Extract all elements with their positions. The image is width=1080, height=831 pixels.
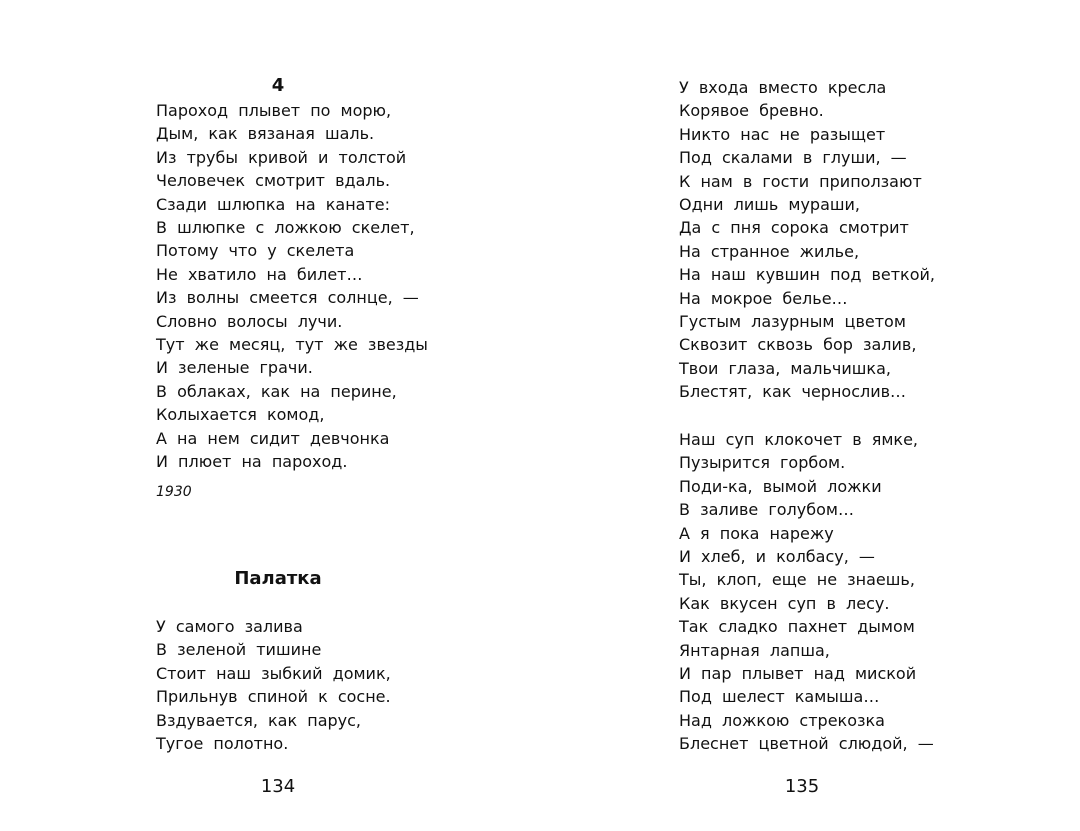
poem-line: К нам в гости приползают xyxy=(679,171,922,191)
poem-year: 1930 xyxy=(156,484,192,500)
poem-line: На мокрое белье… xyxy=(679,288,848,308)
poem-line: У входа вместо кресла xyxy=(679,78,887,97)
poem-line: Стоит наш зыбкий домик, xyxy=(156,663,391,683)
poem-line: В заливе голубом… xyxy=(679,500,854,520)
poem-line: Сквозит сквозь бор залив, xyxy=(679,335,917,355)
page-number-right: 135 xyxy=(784,776,820,797)
poem-line: И зеленые грачи. xyxy=(156,358,313,378)
poem-line: Тугое полотно. xyxy=(156,734,289,753)
poem-line: Да с пня сорока смотрит xyxy=(679,218,909,238)
poem-line: А на нем сидит девчонка xyxy=(156,428,390,448)
poem-line: У самого залива xyxy=(156,617,303,636)
poem-line: Одни лишь мураши, xyxy=(679,195,861,214)
poem-line: Поди-ка, вымой ложки xyxy=(679,476,882,496)
page-number-left: 134 xyxy=(260,776,296,797)
poem-line: Из трубы кривой и толстой xyxy=(156,147,407,167)
poem-line: Из волны смеется солнце, — xyxy=(156,288,419,308)
poem-line: И пар плывет над миской xyxy=(679,664,917,683)
poem-line: Ты, клоп, еще не знаешь, xyxy=(679,570,915,590)
poem-line: В облаках, как на перине, xyxy=(156,381,397,401)
poem-line: Корявое бревно. xyxy=(679,101,824,121)
poem-title: Палатка xyxy=(234,568,322,589)
poem-line: На странное жилье, xyxy=(679,241,860,261)
poem-line: Так сладко пахнет дымом xyxy=(679,617,915,637)
poem-line: Потому что у скелета xyxy=(156,241,355,261)
poem-line: Густым лазурным цветом xyxy=(679,312,906,331)
poem-line: И хлеб, и колбасу, — xyxy=(679,547,875,566)
section-number: 4 xyxy=(271,75,285,96)
poem-line: Пузырится горбом. xyxy=(679,453,846,473)
poem-line: Дым, как вязаная шаль. xyxy=(156,124,375,144)
poem-line: Твои глаза, мальчишка, xyxy=(679,358,891,378)
poem-line: Вздувается, как парус, xyxy=(156,710,361,730)
poem-line: Янтарная лапша, xyxy=(679,640,830,660)
poem-line: Словно волосы лучи. xyxy=(156,311,343,331)
poem-line: Колыхается комод, xyxy=(156,405,325,425)
poem-line: Блеснет цветной слюдой, — xyxy=(679,734,934,754)
poem-line: Под скалами в глуши, — xyxy=(679,148,907,168)
poem-line: Наш суп клокочет в ямке, xyxy=(679,430,919,449)
poem-line: В шлюпке с ложкою скелет, xyxy=(156,218,415,237)
poem-line: Блестят, как чернослив… xyxy=(679,382,907,402)
poem-line: И плюет на пароход. xyxy=(156,452,348,471)
poem-line: Человечек смотрит вдаль. xyxy=(156,171,391,191)
poem-line: Не хватило на билет… xyxy=(156,264,363,284)
poem-line: Никто нас не разыщет xyxy=(679,124,886,144)
poem-line: Пароход плывет по морю, xyxy=(156,101,392,120)
poem-line: В зеленой тишине xyxy=(156,640,322,660)
poem-line: Сзади шлюпка на канате: xyxy=(156,194,391,214)
poem-line: А я пока нарежу xyxy=(679,523,834,543)
poem-line: Прильнув спиной к сосне. xyxy=(156,687,391,707)
poem-line: Как вкусен суп в лесу. xyxy=(679,593,890,613)
poem-line: На наш кувшин под веткой, xyxy=(679,265,935,285)
poem-line: Над ложкою стрекозка xyxy=(679,710,885,730)
poem-line: Под шелест камыша… xyxy=(679,687,880,707)
poem-line: Тут же месяц, тут же звезды xyxy=(156,335,428,354)
right-page xyxy=(540,0,1080,831)
